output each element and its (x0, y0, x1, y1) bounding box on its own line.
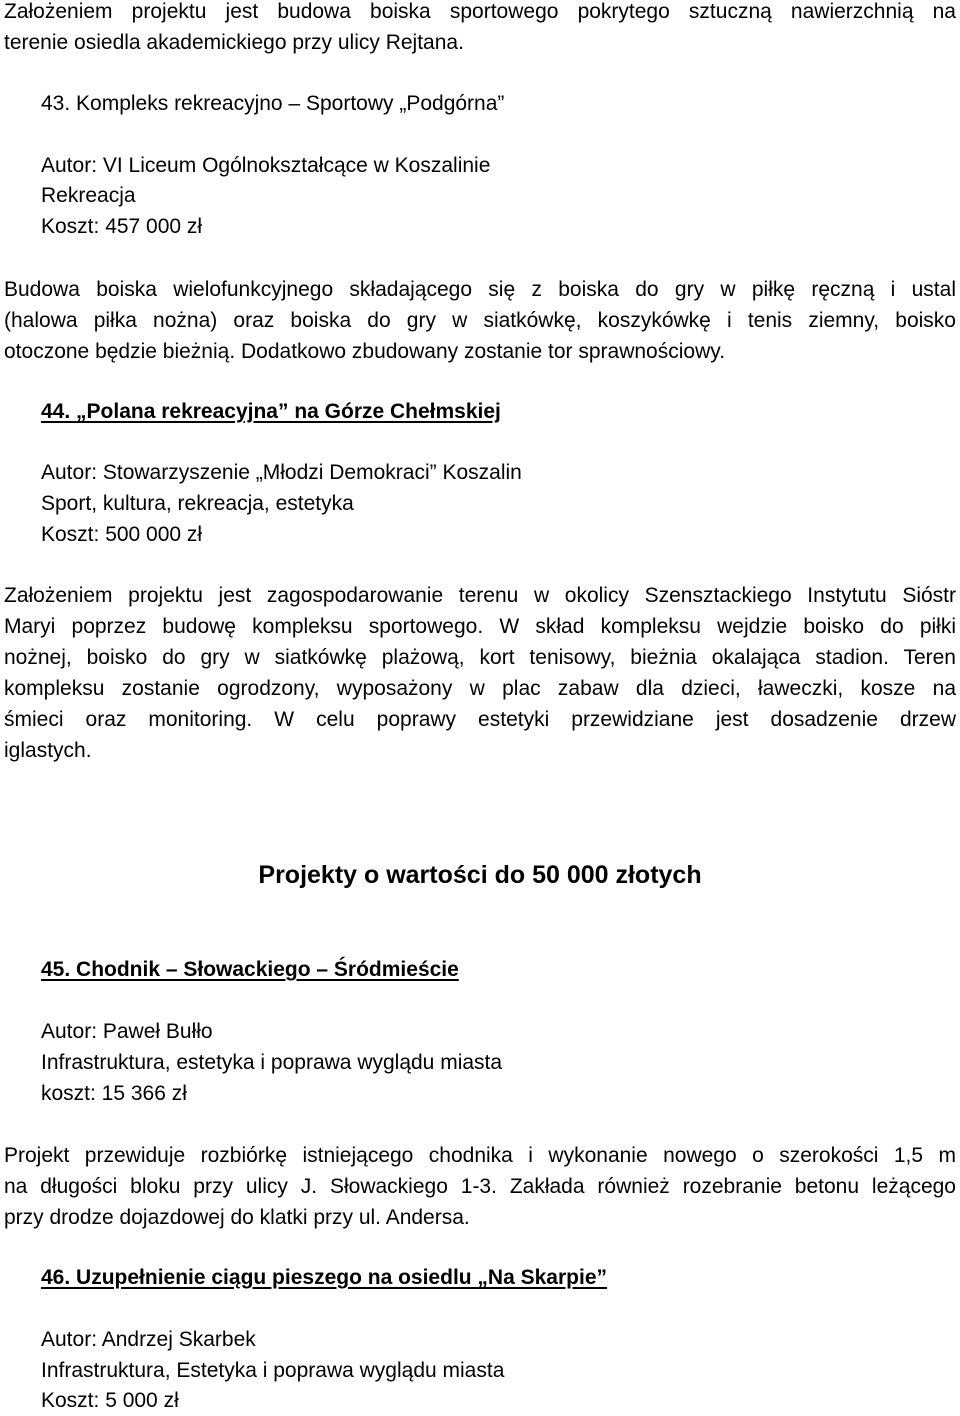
project-44-category: Sport, kultura, rekreacja, estetyka (41, 492, 354, 515)
project-45-description-line: Projekt przewiduje rozbiórkę istniejącego chodnika i wykonanie nowego o szerokości 1,5 m (4, 1144, 956, 1167)
project-46-author: Autor: Andrzej Skarbek (41, 1328, 256, 1351)
project-44-description-line: Maryi poprzez budowę kompleksu sportowego. W skład kompleksu wejdzie boisko do piłki (4, 615, 956, 638)
project-46-category: Infrastruktura, Estetyka i poprawa wyglądu miasta (41, 1359, 505, 1382)
project-44-description-line: śmieci oraz monitoring. W celu poprawy estetyki przewidziane jest dosadzenie drzew (4, 708, 956, 731)
project-46-cost: Koszt: 5 000 zł (41, 1389, 179, 1412)
project-43-description-line: otoczone będzie bieżnią. Dodatkowo zbudowany zostanie tor sprawnościowy. (4, 340, 726, 363)
project-45-category: Infrastruktura, estetyka i poprawa wyglądu miasta (41, 1051, 503, 1074)
project-43-title: 43. Kompleks rekreacyjno – Sportowy „Podgórna” (41, 92, 505, 115)
intro-paragraph-line: Założeniem projektu jest budowa boiska sportowego pokrytego sztuczną nawierzchnią na (4, 0, 956, 23)
project-45-description-line: przy drodze dojazdowej do klatki przy ul. Andersa. (4, 1206, 470, 1229)
project-44-description-line: nożnej, boisko do gry w siatkówkę plażową, kort tenisowy, bieżnia okalająca stadion. Teren (4, 646, 956, 669)
project-43-description-line: (halowa piłka nożna) oraz boiska do gry w siatkówkę, koszykówkę i tenis ziemny, boisko (4, 309, 956, 332)
project-44-author: Autor: Stowarzyszenie „Młodzi Demokraci” Koszalin (41, 461, 522, 484)
project-45-author: Autor: Paweł Bułło (41, 1020, 213, 1043)
project-44-description-line: iglastych. (4, 739, 92, 762)
project-46-title: 46. Uzupełnienie ciągu pieszego na osiedlu „Na Skarpie” (41, 1266, 607, 1289)
section-heading: Projekty o wartości do 50 000 złotych (258, 861, 702, 889)
project-43-category: Rekreacja (41, 184, 136, 207)
intro-paragraph-line: terenie osiedla akademickiego przy ulicy Rejtana. (4, 31, 464, 54)
project-44-title: 44. „Polana rekreacyjna” na Górze Chełmskiej (41, 400, 501, 423)
project-43-author: Autor: VI Liceum Ogólnokształcące w Koszalinie (41, 154, 491, 177)
project-45-title: 45. Chodnik – Słowackiego – Śródmieście (41, 958, 459, 981)
project-45-cost: koszt: 15 366 zł (41, 1082, 187, 1105)
project-44-description-line: kompleksu zostanie ogrodzony, wyposażony w plac zabaw dla dzieci, ławeczki, kosze na (4, 677, 956, 700)
project-43-description-line: Budowa boiska wielofunkcyjnego składającego się z boiska do gry w piłkę ręczną i ustal (4, 278, 956, 301)
project-44-cost: Koszt: 500 000 zł (41, 523, 203, 546)
project-43-cost: Koszt: 457 000 zł (41, 215, 203, 238)
project-45-description-line: na długości bloku przy ulicy J. Słowackiego 1-3. Zakłada również rozebranie betonu leżącego (4, 1175, 956, 1198)
project-44-description-line: Założeniem projektu jest zagospodarowanie terenu w okolicy Szensztackiego Instytutu Sióstr (4, 584, 956, 607)
